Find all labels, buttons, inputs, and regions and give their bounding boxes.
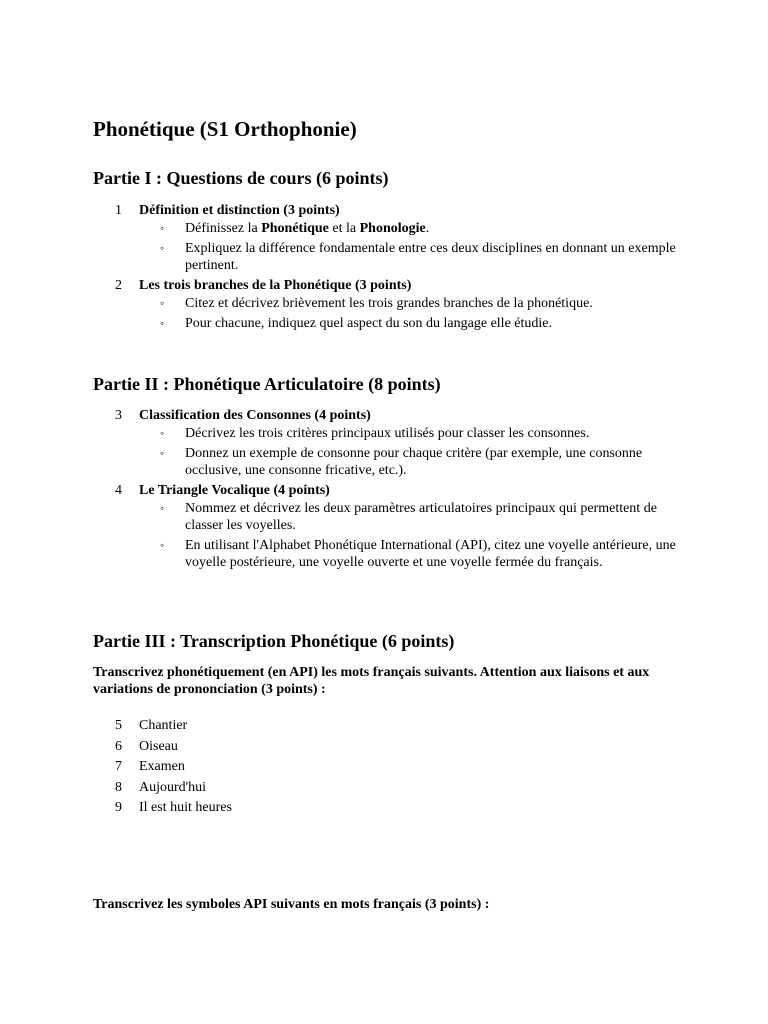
list-item: 6 Oiseau — [115, 738, 178, 754]
list-item: ◦ Définissez la Phonétique et la Phonologie. — [160, 221, 430, 236]
word-list — [93, 717, 232, 820]
question-title: Le Triangle Vocalique (4 points) — [139, 483, 330, 498]
term-phonologie: Phonologie — [359, 221, 426, 236]
bullet-icon: ◦ — [160, 316, 165, 330]
part2-heading: Partie II : Phonétique Articulatoire (8 points) — [93, 374, 441, 394]
question-title: Définition et distinction (3 points) — [139, 203, 340, 218]
bullet-icon: ◦ — [160, 426, 165, 440]
list-item: 9 Il est huit heures — [115, 800, 232, 815]
list-item: 7 Examen — [115, 759, 185, 774]
list-item: ◦ Décrivez les trois critères principaux utilisés pour classer les consonnes. — [160, 426, 590, 441]
question-4 — [93, 482, 693, 571]
instruction-api-symbols: Transcrivez les symboles API suivants en mots français (3 points) : — [93, 897, 490, 912]
question-number: 4 — [115, 483, 122, 498]
question-number: 3 — [115, 408, 122, 423]
question-number: 1 — [115, 203, 122, 218]
bullet-icon: ◦ — [160, 221, 165, 235]
list-item: 5 Chantier — [115, 718, 188, 733]
list-item: ◦ Pour chacune, indiquez quel aspect du son du langage elle étudie. — [160, 316, 552, 331]
list-item: ◦ Citez et décrivez brièvement les trois grandes branches de la phonétique. — [160, 296, 593, 311]
instruction-transcription: Transcrivez phonétiquement (en API) les mots français suivants. Attention aux liaisons et aux variations de prononciation (3 points) : — [93, 665, 650, 697]
question-3 — [93, 407, 693, 479]
bullet-icon: ◦ — [160, 296, 165, 310]
bullet-icon: ◦ — [160, 241, 165, 255]
list-item: ◦ Nommez et décrivez les deux paramètres articulatoires principaux qui permettent de classer les voyelles. — [160, 501, 657, 533]
part3-heading: Partie III : Transcription Phonétique (6 points) — [93, 631, 455, 651]
bullet-icon: ◦ — [160, 501, 165, 515]
list-item: ◦ En utilisant l'Alphabet Phonétique International (API), citez une voyelle antérieure, une voyelle postérieure, une voyelle ouverte et une voyelle fermée du français. — [160, 538, 676, 570]
list-item: ◦ Donnez un exemple de consonne pour chaque critère (par exemple, une consonne occlusive, une consonne fricative, etc.). — [160, 446, 643, 478]
question-2 — [93, 277, 693, 332]
part1-questions — [93, 202, 693, 335]
bullet-icon: ◦ — [160, 538, 165, 552]
document-title: Phonétique (S1 Orthophonie) — [93, 117, 357, 141]
list-item: ◦ Expliquez la différence fondamentale entre ces deux disciplines en donnant un exemple pertinent. — [160, 241, 676, 273]
part2-questions — [93, 407, 693, 574]
question-title: Les trois branches de la Phonétique (3 points) — [139, 278, 412, 293]
bullet-icon: ◦ — [160, 446, 165, 460]
question-number: 2 — [115, 278, 122, 293]
part1-heading: Partie I : Questions de cours (6 points) — [93, 168, 389, 188]
list-item: 8 Aujourd'hui — [115, 779, 207, 795]
term-phonetique: Phonétique — [261, 221, 329, 236]
question-title: Classification des Consonnes (4 points) — [139, 408, 371, 423]
question-1 — [93, 202, 693, 274]
